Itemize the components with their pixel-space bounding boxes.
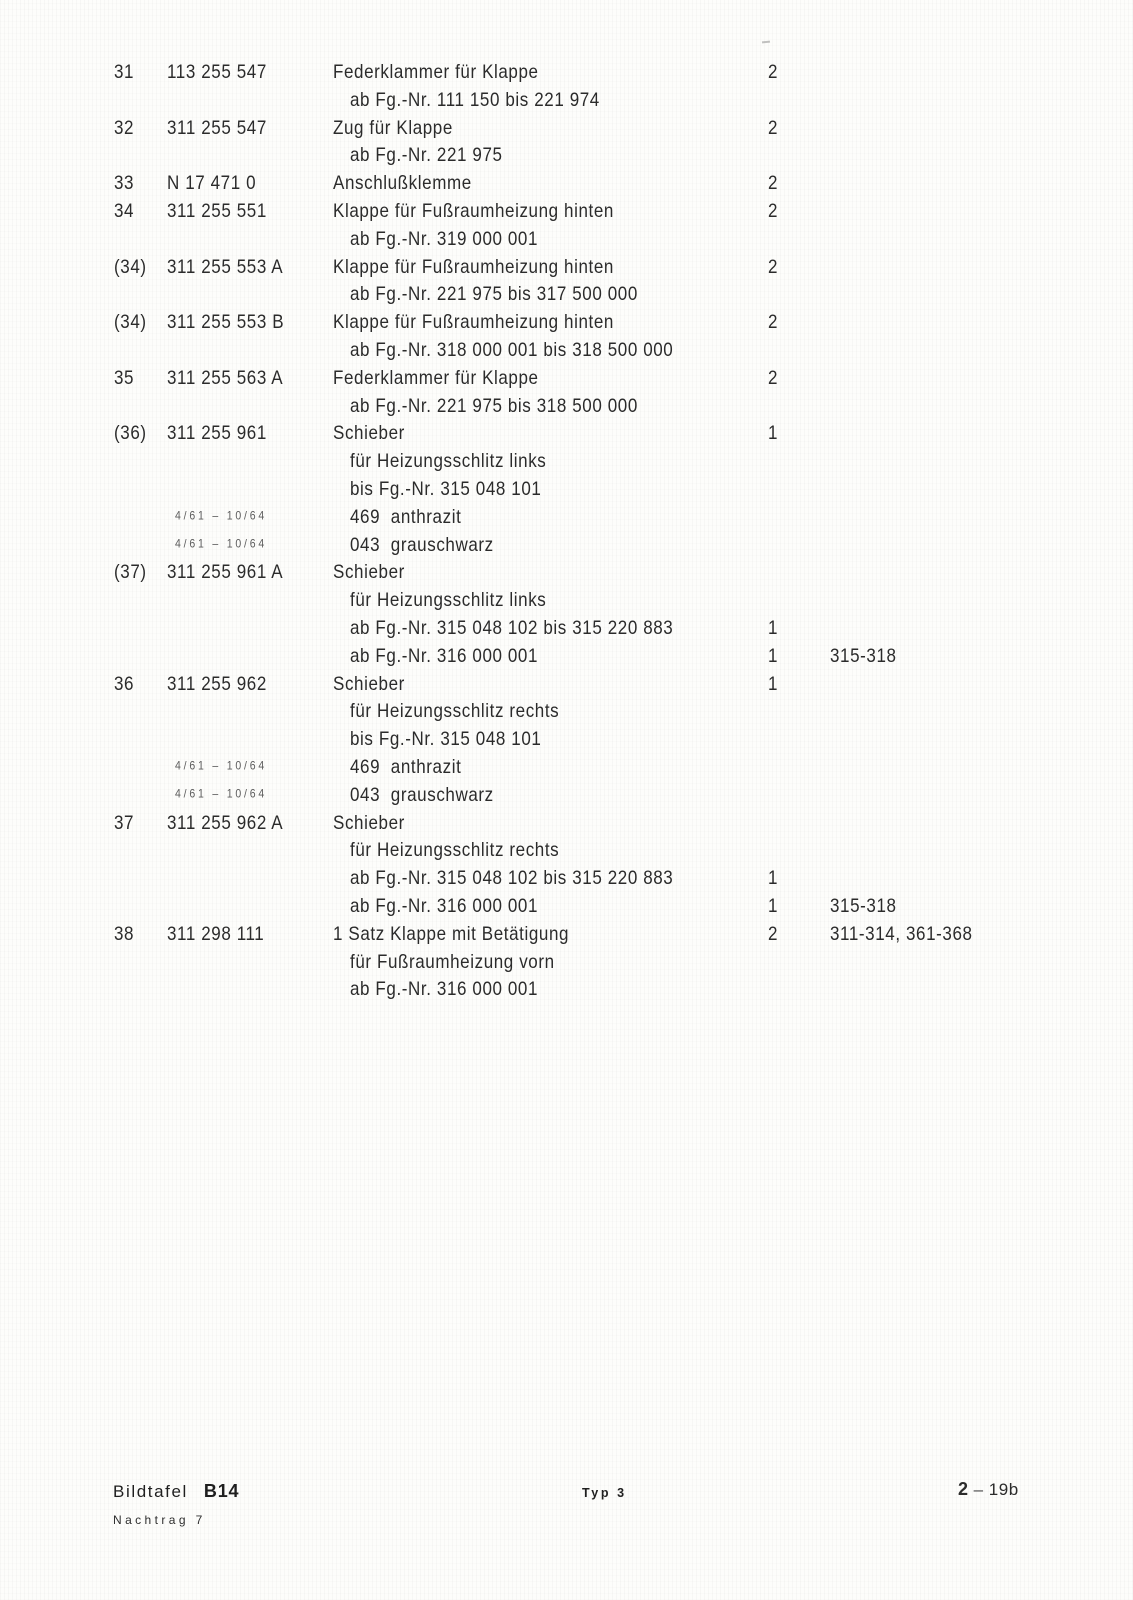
description-cell: Schieber bbox=[333, 421, 405, 444]
part-no-cell: 311 298 111 bbox=[167, 922, 265, 945]
description-cell: ab Fg.-Nr. 315 048 102 bis 315 220 883 bbox=[350, 866, 674, 889]
description-cell: bis Fg.-Nr. 315 048 101 bbox=[350, 727, 542, 750]
part-no-cell: 311 255 553 A bbox=[167, 254, 284, 278]
part-no-cell: 311 255 553 B bbox=[167, 310, 285, 333]
part-no-cell: 311 255 961 bbox=[167, 421, 267, 444]
description-cell: Schieber bbox=[333, 810, 405, 833]
description-cell: Klappe für Fußraumheizung hinten bbox=[333, 254, 614, 278]
part-no-cell: N 17 471 0 bbox=[167, 171, 257, 194]
description-cell: ab Fg.-Nr. 221 975 bis 317 500 000 bbox=[350, 282, 638, 305]
item-no-cell: 32 bbox=[114, 116, 135, 139]
part-no-cell: 4/61 – 10/64 bbox=[175, 508, 267, 523]
item-no-cell: (37) bbox=[114, 560, 147, 583]
description-cell: 469 anthrazit bbox=[350, 755, 462, 778]
description-cell: ab Fg.-Nr. 111 150 bis 221 974 bbox=[350, 88, 600, 111]
qty-cell: 2 bbox=[768, 366, 779, 389]
description-cell: Federklammer für Klappe bbox=[333, 366, 539, 389]
description-cell: ab Fg.-Nr. 221 975 bbox=[350, 143, 503, 166]
description-cell: 043 grauschwarz bbox=[350, 783, 494, 806]
scan-artifact-mark bbox=[762, 41, 770, 44]
description-cell: ab Fg.-Nr. 316 000 001 bbox=[350, 894, 539, 917]
notes-cell: 311-314, 361-368 bbox=[830, 922, 973, 945]
qty-cell bbox=[768, 973, 830, 1005]
page-number-section: 2 bbox=[958, 1479, 969, 1499]
notes-cell: 315-318 bbox=[830, 894, 897, 917]
notes-cell: 315-318 bbox=[830, 644, 897, 667]
qty-cell: 2 bbox=[768, 116, 779, 139]
description-cell: für Heizungsschlitz links bbox=[350, 588, 547, 611]
page-number-suffix: 19b bbox=[988, 1480, 1019, 1499]
description-cell: ab Fg.-Nr. 319 000 001 bbox=[350, 227, 539, 250]
qty-cell: 2 bbox=[768, 254, 779, 278]
part-no-cell: 4/61 – 10/64 bbox=[175, 758, 267, 773]
item-no-cell: 35 bbox=[114, 366, 135, 389]
page-number bbox=[958, 1479, 1019, 1500]
typ-label: Typ 3 bbox=[582, 1486, 627, 1500]
description-cell: Klappe für Fußraumheizung hinten bbox=[333, 310, 614, 333]
part-no-cell: 311 255 962 A bbox=[167, 810, 284, 833]
description-cell: 469 anthrazit bbox=[350, 505, 462, 528]
description-cell: 1 Satz Klappe mit Betätigung bbox=[333, 922, 570, 945]
parts-table bbox=[110, 58, 1133, 1003]
notes-cell bbox=[830, 973, 1133, 1005]
item-no-cell: 31 bbox=[114, 60, 135, 83]
item-no-cell: 34 bbox=[114, 199, 135, 222]
part-no-cell bbox=[167, 973, 333, 1005]
part-no-cell: 4/61 – 10/64 bbox=[175, 786, 267, 801]
part-no-cell: 113 255 547 bbox=[167, 60, 267, 83]
plate-reference bbox=[113, 1481, 239, 1502]
item-no-cell bbox=[110, 973, 167, 1005]
description-cell: ab Fg.-Nr. 221 975 bis 318 500 000 bbox=[350, 393, 638, 417]
nachtrag-label: Nachtrag 7 bbox=[113, 1513, 206, 1527]
description-cell: ab Fg.-Nr. 315 048 102 bis 315 220 883 bbox=[350, 616, 674, 639]
part-no-cell: 311 255 962 bbox=[167, 671, 267, 694]
qty-cell: 1 bbox=[768, 421, 779, 444]
description-cell: ab Fg.-Nr. 316 000 001 bbox=[350, 644, 539, 667]
qty-cell: 1 bbox=[768, 671, 779, 694]
item-no-cell: 33 bbox=[114, 171, 135, 194]
bildtafel-label: Bildtafel bbox=[113, 1482, 188, 1501]
page-number-separator: – bbox=[973, 1480, 984, 1499]
item-no-cell: 38 bbox=[114, 922, 135, 945]
description-cell: Schieber bbox=[333, 671, 405, 694]
qty-cell: 2 bbox=[768, 922, 779, 945]
description-cell: für Heizungsschlitz links bbox=[350, 449, 547, 472]
qty-cell: 2 bbox=[768, 310, 779, 333]
part-no-cell: 311 255 563 A bbox=[167, 366, 284, 389]
description-cell: ab Fg.-Nr. 316 000 001 bbox=[350, 977, 539, 1000]
part-no-cell: 311 255 961 A bbox=[167, 560, 284, 583]
description-cell: Federklammer für Klappe bbox=[333, 60, 539, 83]
qty-cell: 1 bbox=[768, 616, 779, 639]
description-cell: für Heizungsschlitz rechts bbox=[350, 838, 560, 861]
item-no-cell: 36 bbox=[114, 671, 135, 694]
description-cell: ab Fg.-Nr. 318 000 001 bis 318 500 000 bbox=[350, 338, 674, 361]
description-cell: Klappe für Fußraumheizung hinten bbox=[333, 199, 614, 222]
part-no-cell: 311 255 551 bbox=[167, 199, 267, 222]
qty-cell: 1 bbox=[768, 644, 779, 667]
description-cell: für Heizungsschlitz rechts bbox=[350, 699, 560, 722]
qty-cell: 2 bbox=[768, 60, 779, 83]
description-cell: Zug für Klappe bbox=[333, 116, 453, 139]
part-no-cell: 311 255 547 bbox=[167, 116, 267, 139]
qty-cell: 1 bbox=[768, 894, 779, 917]
table-row bbox=[110, 973, 1133, 1005]
item-no-cell: (34) bbox=[114, 254, 147, 278]
description-cell: 043 grauschwarz bbox=[350, 532, 494, 556]
item-no-cell: (34) bbox=[114, 310, 147, 333]
qty-cell: 2 bbox=[768, 199, 779, 222]
description-cell: Anschlußklemme bbox=[333, 171, 472, 194]
description-cell: bis Fg.-Nr. 315 048 101 bbox=[350, 477, 542, 500]
qty-cell: 1 bbox=[768, 866, 779, 889]
description-cell: Schieber bbox=[333, 560, 405, 583]
qty-cell: 2 bbox=[768, 171, 779, 194]
part-no-cell: 4/61 – 10/64 bbox=[175, 536, 267, 551]
item-no-cell: 37 bbox=[114, 810, 135, 833]
description-cell: für Fußraumheizung vorn bbox=[350, 949, 555, 972]
item-no-cell: (36) bbox=[114, 421, 147, 444]
bildtafel-number: B14 bbox=[203, 1481, 240, 1501]
